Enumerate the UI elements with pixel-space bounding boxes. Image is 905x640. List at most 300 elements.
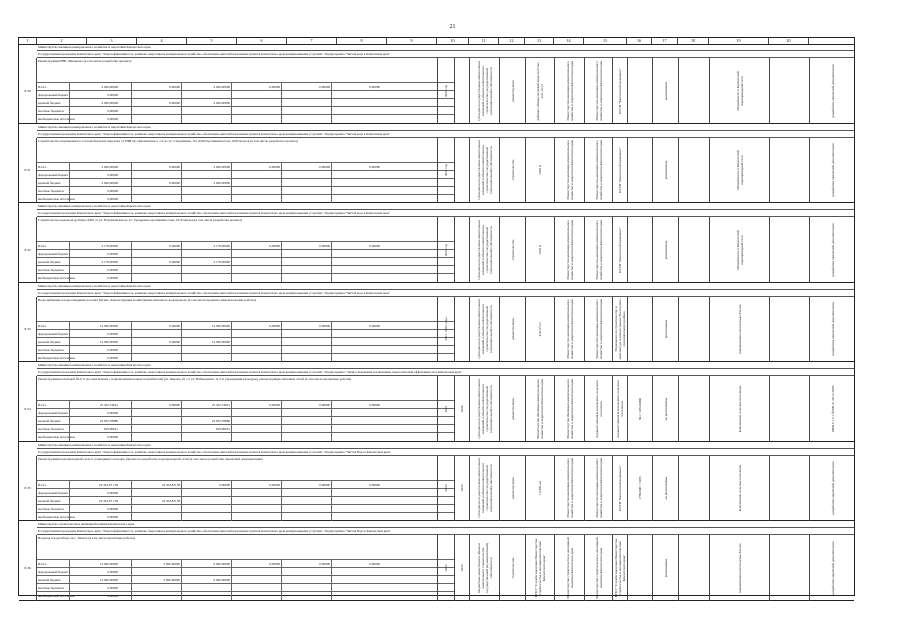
vertical-cell	[809, 138, 856, 204]
vertical-cell	[554, 217, 584, 283]
vertical-cell	[499, 456, 525, 522]
financing-row	[37, 424, 454, 432]
project-code: 8.33	[19, 297, 37, 363]
column-number: 12	[499, 38, 525, 44]
financing-source: внебюджетные источники	[38, 435, 75, 439]
vertical-cell	[499, 138, 525, 204]
vertical-cell	[809, 376, 856, 442]
column-number: 14	[554, 38, 584, 44]
vertical-text: Министерство Жилищно-коммунального хозяйства и энергетики Камчатского края	[565, 378, 574, 439]
vertical-cell	[769, 376, 809, 442]
financing-source: местные бюджеты	[38, 506, 64, 511]
vertical-text: Министерство жилищно-коммунального хозяйства и энергетики Камчатского края	[594, 299, 603, 360]
vertical-cell	[469, 58, 499, 124]
financing-source: федеральный бюджет	[38, 252, 69, 256]
vertical-text: реконструкция	[510, 318, 515, 340]
investment-table	[18, 37, 855, 599]
column-number: 3	[87, 38, 137, 44]
financing-value	[131, 433, 181, 441]
vertical-cell	[584, 297, 612, 363]
financing-value: 0,00000	[69, 489, 119, 497]
project-block	[19, 203, 854, 283]
project-code: 8.31	[19, 138, 37, 204]
vertical-cell	[454, 58, 469, 124]
financing-value: 14 000,00000	[181, 338, 231, 346]
vertical-text: реконструкция	[510, 477, 515, 499]
financing-row	[37, 480, 454, 488]
vertical-cell	[627, 217, 652, 283]
column-number: 1	[19, 38, 37, 44]
financing-value: 0,00000	[69, 592, 119, 600]
vertical-cell	[709, 456, 769, 522]
financing-source: местные бюджеты	[38, 347, 64, 352]
vertical-cell	[612, 535, 627, 601]
vertical-cell	[678, 138, 709, 204]
financing-value: 819,96041	[69, 425, 119, 433]
vertical-text: разработка проектной документации	[831, 461, 835, 515]
vertical-text: 2021 -2022 годы	[444, 317, 448, 341]
financing-value: 0,00000	[281, 401, 331, 409]
financing-value: 0,00000	[131, 322, 181, 330]
financing-value: 0,00000	[281, 83, 331, 91]
vertical-cell	[769, 456, 809, 522]
financing-source: краевой бюджет	[38, 101, 61, 105]
financing-value	[331, 115, 381, 123]
vertical-text: Министерство жилищно-коммунального хозяйства и энергетики Камчатского края	[565, 458, 574, 519]
financing-value: 14 000,00000	[69, 576, 119, 584]
vertical-cell	[499, 535, 525, 601]
financing-value: 5 000,00000	[131, 560, 181, 568]
project-title: Реконструкция ВНС Мильково (в том числе разработка проекта)	[38, 59, 132, 63]
column-number: 8	[337, 38, 387, 44]
financing-row	[37, 583, 454, 591]
vertical-cell	[454, 297, 469, 363]
vertical-cell	[584, 138, 612, 204]
vertical-cell	[769, 297, 809, 363]
column-number: 6	[237, 38, 287, 44]
vertical-text: 12,885 км	[538, 481, 542, 496]
vertical-cell	[454, 376, 469, 442]
financing-value: 0,00000	[69, 409, 119, 417]
financing-row	[37, 488, 454, 496]
vertical-cell	[678, 376, 709, 442]
financing-row	[37, 337, 454, 345]
financing-source: Итого	[38, 244, 47, 248]
ministry-label: Министерство жилищно-коммунального хозяйства и энергетики Камчатского края	[37, 44, 854, 51]
financing-source: Итого	[38, 164, 47, 169]
column-number: 7	[287, 38, 337, 44]
financing-row	[37, 504, 454, 512]
financing-value: 0,00000	[69, 568, 119, 576]
financing-value	[231, 354, 281, 362]
column-number: 2	[37, 38, 87, 44]
vertical-cell	[525, 138, 554, 204]
vertical-cell	[437, 217, 454, 283]
vertical-cell	[437, 138, 454, 204]
financing-value: 0,00000	[331, 322, 381, 330]
financing-value: 5 000,00000	[131, 576, 181, 584]
financing-value: 14 000,00000	[181, 322, 231, 330]
project-block	[19, 442, 854, 522]
program-label: Государственная программа Камчатского края "Энергоэффективность, развитие энергетики и коммунального хозяйства, обеспечение жителей населенных пунктов Камчатского края коммунальными услугами". Подпрограмма "Чистая вода в Камчатском крае"	[37, 131, 854, 138]
vertical-cell	[525, 217, 554, 283]
financing-row	[37, 249, 454, 257]
vertical-cell	[454, 456, 469, 522]
project-title: Водоснабжение и водоотведение поселка Тигиль. Реконструкция хозяйственно-питьевого водопровода (в том числе проектно-изыскательские работы)	[38, 297, 256, 302]
vertical-cell	[769, 535, 809, 601]
financing-value: 0,00000	[69, 187, 119, 195]
program-label: Государственная программа Камчатского края "Энергоэффективность, развитие энергетики и коммунального хозяйства, обеспечение жителей населенных пунктов Камчатского края коммунальными услугами". Подпрограмма "Чистая Вода в Камчатском крае"	[37, 449, 854, 456]
financing-value: 0,00000	[69, 91, 119, 99]
vertical-cell	[652, 456, 678, 522]
financing-value	[281, 433, 331, 441]
financing-value: 3 170,00000	[181, 258, 231, 266]
financing-value: 0,00000	[69, 346, 119, 354]
vertical-text: не реализованы	[663, 476, 668, 500]
vertical-cell	[627, 138, 652, 204]
financing-source: Итого	[38, 403, 47, 407]
financing-source: местные бюджеты	[38, 109, 64, 113]
financing-value: 0,00000	[131, 401, 181, 409]
vertical-cell	[554, 138, 584, 204]
vertical-cell	[437, 535, 454, 601]
financing-value: 23 452,87 156	[69, 497, 119, 505]
vertical-text: нормативная очистка воды Тигиль	[737, 304, 742, 355]
vertical-text: 941 / 108,20000	[638, 397, 642, 420]
financing-row	[37, 408, 454, 416]
vertical-cell	[769, 217, 809, 283]
page-number: 21	[449, 24, 456, 30]
vertical-text: не реализованы	[663, 397, 668, 421]
ministry-label: Министерство жилищно-коммунального хозяйства и энергетики Камчатского края	[37, 203, 854, 210]
vertical-cell	[709, 376, 769, 442]
financing-row	[37, 114, 454, 122]
project-block	[19, 44, 854, 124]
financing-value: 4 000,00000	[181, 83, 231, 91]
financing-value: 0,00000	[231, 322, 281, 330]
vertical-cell	[554, 376, 584, 442]
vertical-cell	[652, 58, 678, 124]
vertical-cell	[627, 58, 652, 124]
financing-value: 3 600,00000	[69, 163, 119, 171]
financing-value: 0,00000	[131, 179, 181, 187]
financing-value: 0,00000	[231, 560, 281, 568]
financing-value: 0,00000	[231, 163, 281, 171]
vertical-text: бюджетные инвестиции в объекты капитального строительства государственной (муниципальной) собственности	[476, 542, 493, 593]
column-number: 11	[469, 38, 499, 44]
vertical-cell	[709, 535, 769, 601]
financing-value	[331, 195, 381, 203]
financing-value	[331, 274, 381, 282]
vertical-text: 1070 м	[538, 244, 542, 255]
vertical-text: 2024	[460, 405, 464, 413]
financing-value: 0,00000	[331, 560, 381, 568]
vertical-text: Министерство строительства и жилищной политики Камчатского края	[594, 537, 603, 599]
program-label: Государственная программа Камчатского края "Энергоэффективность, развитие энергетики и коммунального хозяйства, обеспечение жителей населенных пунктов Камчатского края коммунальными услугами". Подпрограмма "Чистая вода в Камчатском крае"	[37, 290, 854, 297]
financing-value: 14 000,00000	[69, 322, 119, 330]
financing-value: 3 170,00000	[69, 258, 119, 266]
financing-source: федеральный бюджет	[38, 490, 69, 495]
vertical-text: Администрация Ключевского сельского поселения	[594, 379, 603, 438]
program-label: Государственная программа Камчатского края "Энергоэффективность, развитие энергетики и коммунального хозяйства, обеспечение жителей населенных пунктов Камчатского края коммунальными услугами". Подпрограмма "Чистая Вода в Камчатском крае"	[37, 528, 854, 535]
vertical-cell	[499, 297, 525, 363]
vertical-text: реализованы	[663, 240, 668, 259]
vertical-cell	[678, 58, 709, 124]
project-block	[19, 521, 854, 601]
financing-row	[37, 194, 454, 202]
vertical-text: Министерство жилищно-коммунального хозяйства и энергетики Камчатского края	[565, 140, 574, 201]
vertical-cell	[525, 535, 554, 601]
financing-row	[37, 186, 454, 194]
vertical-text: субсидии на осуществление капитальных вложений в объекты капитального строительства государственной (муниципальной) собственности	[476, 140, 493, 201]
financing-value: 25 452,74921	[181, 401, 231, 409]
financing-source: федеральный бюджет	[38, 570, 69, 574]
financing-value: 0,00000	[281, 322, 331, 330]
vertical-cell	[469, 456, 499, 522]
financing-value: 0,00000	[69, 115, 119, 123]
vertical-cell	[809, 456, 856, 522]
financing-source: внебюджетные источники	[38, 196, 75, 201]
vertical-cell	[584, 535, 612, 601]
financing-row	[37, 82, 454, 90]
financing-row	[37, 329, 454, 337]
financing-value: 0,00000	[231, 83, 281, 91]
project-title: Строительство перемычки по Сосновоборному переулку от РЧВ пр. Циолковского, 1/2 до ул. Спортивная, 11а Д300 протяженностью 1050 метров (в том числе разработка проекта)	[38, 138, 298, 143]
vertical-text: 2023	[444, 564, 448, 572]
financing-value: 0,00000	[131, 338, 181, 346]
financing-value: 0,00000	[69, 584, 119, 592]
vertical-cell	[469, 217, 499, 283]
vertical-cell	[627, 535, 652, 601]
vertical-cell	[499, 217, 525, 283]
ministry-label: Министерство жилищно-коммунального хозяйства и энергетики Камчатского края	[37, 362, 854, 369]
vertical-cell	[469, 376, 499, 442]
vertical-text: реализованы	[663, 320, 668, 339]
financing-source: Итого	[38, 482, 47, 487]
vertical-text: 410 м³/сут	[538, 321, 542, 337]
program-label: Государственная программа Камчатского края "Энергоэффективность, развитие энергетики и коммунального хозяйства, обеспечение жителей населенных пунктов Камчатского края коммунальными услугами". Подпрограмма "Энергосбережение и повышение энергетической эффективности в Камчатском крае"	[37, 369, 854, 376]
financing-value: 0,00000	[131, 242, 181, 250]
financing-source: внебюджетные источники	[38, 355, 75, 360]
financing-value: 0,00000	[69, 171, 119, 179]
column-number: 19	[709, 38, 769, 44]
financing-value: 819,96041	[181, 425, 231, 433]
project-title: Строительство водовода-дублёра Д300 от ул. Партизанская до ул. Тундровая, протяжённостью 1070 метров (в том числе разработка проекта)	[38, 218, 243, 222]
project-block	[19, 283, 854, 363]
vertical-cell	[709, 217, 769, 283]
financing-source: краевой бюджет	[38, 578, 61, 582]
vertical-text: Управление по строительству и архитектуре Администрации Тигильского муниципального района	[614, 298, 626, 360]
column-number: 17	[652, 38, 678, 44]
financing-row	[37, 416, 454, 424]
vertical-text: Потребности в Камчатской водопроводной сети	[735, 150, 744, 190]
financing-value: 14 000,00000	[69, 560, 119, 568]
vertical-text: Министерство жилищно-коммунального хозяйства и энергетики Камчатского края	[594, 458, 603, 519]
financing-value: 0,00000	[281, 163, 331, 171]
financing-source: местные бюджеты	[38, 586, 64, 590]
financing-value	[231, 433, 281, 441]
column-number: 15	[584, 38, 627, 44]
vertical-text: Министерство жилищно-коммунального хозяйства и энергетики Камчатского края	[594, 60, 603, 121]
vertical-text: субсидии на осуществление капитальных вложений в объекты капитального строительства государственной (муниципальной) собственности	[476, 60, 493, 121]
vertical-text: Министерство жилищно-коммунального хозяйства и энергетики Камчатского края	[594, 219, 603, 280]
vertical-cell	[678, 217, 709, 283]
financing-value	[281, 274, 331, 282]
ministry-label: Министерство строительства и жилищной политики Камчатского края	[37, 521, 854, 528]
vertical-text: АИП 3.1.5.1 №649 от 30.12.2020	[831, 385, 835, 433]
financing-row	[37, 400, 454, 408]
vertical-text: 2025	[460, 564, 464, 572]
financing-value	[231, 115, 281, 123]
column-number: 13	[525, 38, 554, 44]
vertical-cell	[612, 376, 627, 442]
financing-row	[37, 170, 454, 178]
project-title: Реконструкция котельной №37 в поселке Ключи с подключением новых потребителей (ул. Кирова, 61 с/з ул. Набережная, 11-3 и учреждения культуры), реконструкция тепловых сетей (в том числе проектные работы)	[38, 377, 352, 381]
financing-value: 0,00000	[331, 401, 381, 409]
vertical-cell	[652, 217, 678, 283]
financing-value	[181, 433, 231, 441]
financing-row	[37, 265, 454, 273]
vertical-cell	[437, 58, 454, 124]
financing-value: 3 600,00000	[181, 163, 231, 171]
financing-value: 4 000,00000	[69, 99, 119, 107]
financing-value	[131, 513, 181, 521]
financing-value	[131, 592, 181, 600]
financing-value: 4 000,00000	[69, 83, 119, 91]
financing-row	[37, 575, 454, 583]
financing-value	[181, 592, 231, 600]
financing-value: 0,00000	[331, 83, 381, 91]
vertical-text: субсидии на осуществление капитальных вложений в объекты капитального строительства государственной (муниципальной) собственности	[476, 378, 493, 439]
vertical-text: КГКУ "Служба заказчика Министерства строительства и жилищной политики Камчатского края"	[534, 538, 546, 597]
project-block	[19, 362, 854, 442]
financing-value	[231, 592, 281, 600]
vertical-cell	[525, 58, 554, 124]
vertical-cell	[437, 456, 454, 522]
ministry-label: Министерство жилищно-коммунального хозяйства и энергетики Камчатского края	[37, 442, 854, 449]
vertical-text: 2023	[444, 484, 448, 492]
financing-value: 23 452,87156	[131, 481, 181, 489]
financing-value: 0,00000	[231, 481, 281, 489]
vertical-text: 2021 год	[444, 243, 448, 256]
financing-source: федеральный бюджет	[38, 93, 69, 97]
financing-value: 3 600,00000	[181, 179, 231, 187]
vertical-cell	[612, 456, 627, 522]
financing-value: 0,00000	[131, 99, 181, 107]
vertical-cell	[499, 376, 525, 442]
financing-value: 0,00000	[331, 242, 381, 250]
vertical-text: нормативная очистка воды Тигиль	[737, 542, 742, 593]
financing-row	[37, 591, 454, 599]
vertical-text: 1050 м	[538, 165, 542, 176]
vertical-text: Министерство жилищно-коммунального хозяйства и энергетики Камчатского края	[594, 140, 603, 201]
vertical-text: реализованы	[663, 558, 668, 577]
financing-value	[281, 513, 331, 521]
financing-value	[131, 115, 181, 123]
financing-value: 9 000,00000	[181, 576, 231, 584]
financing-row	[37, 162, 454, 170]
vertical-cell	[554, 297, 584, 363]
vertical-cell	[554, 58, 584, 124]
financing-row	[37, 559, 454, 567]
financing-value: 0,00000	[131, 83, 181, 91]
project-code: 8.36	[19, 535, 37, 601]
financing-value: 3 170,00000	[181, 242, 231, 250]
vertical-cell	[627, 376, 652, 442]
financing-row	[37, 496, 454, 504]
vertical-text: 1789,846 / 7,065	[638, 476, 642, 500]
vertical-text: 2021 год	[444, 84, 448, 97]
vertical-text: КГУП "Камчатский водоканал"	[618, 147, 622, 194]
vertical-cell	[525, 376, 554, 442]
financing-value: 9 000,00000	[181, 560, 231, 568]
vertical-text: разработка проектной документации	[831, 64, 835, 118]
financing-source: местные бюджеты	[38, 427, 64, 431]
financing-source: внебюджетные источники	[38, 276, 75, 280]
vertical-text: строительство	[510, 159, 515, 181]
financing-source: Итого	[38, 85, 47, 89]
column-number: 18	[678, 38, 709, 44]
financing-source: краевой бюджет	[38, 498, 61, 503]
financing-value	[281, 195, 331, 203]
vertical-text: реконструкция	[510, 80, 515, 102]
financing-value: 0,00000	[131, 258, 181, 266]
financing-value: 24 632,78880	[181, 417, 231, 425]
financing-row	[37, 241, 454, 249]
financing-value	[231, 195, 281, 203]
financing-value: 0,00000	[69, 107, 119, 115]
financing-source: внебюджетные источники	[38, 514, 75, 519]
financing-value: 0,00000	[231, 401, 281, 409]
program-label: Государственная программа Камчатского края "Энергоэффективность, развитие энергетики и коммунального хозяйства, обеспечение жителей населенных пунктов Камчатского края коммунальными услугами". Подпрограмма "Чистая вода в Камчатском крае"	[37, 51, 854, 58]
financing-source: краевой бюджет	[38, 419, 61, 423]
financing-source: краевой бюджет	[38, 339, 61, 344]
vertical-cell	[469, 297, 499, 363]
vertical-cell	[809, 58, 856, 124]
financing-value	[181, 115, 231, 123]
financing-value	[331, 592, 381, 600]
vertical-text: Министерство строительства и жилищной политики Камчатского края	[565, 537, 574, 599]
ministry-label: Министерство жилищно-коммунального хозяйства и энергетики Камчатского края	[37, 283, 854, 290]
financing-value	[131, 274, 181, 282]
financing-row	[37, 273, 454, 281]
financing-value: 3 600,00000	[69, 179, 119, 187]
financing-value	[281, 115, 331, 123]
vertical-text: разработка проектной документации	[831, 302, 835, 356]
financing-value	[131, 195, 181, 203]
financing-row	[37, 321, 454, 329]
financing-row	[37, 257, 454, 265]
financing-value: 0,00000	[69, 266, 119, 274]
vertical-cell	[627, 297, 652, 363]
vertical-cell	[627, 456, 652, 522]
financing-value: 0,00000	[281, 560, 331, 568]
financing-row	[37, 106, 454, 114]
project-title: Водовод к водозабору пос. Тигиль (в том числе проектные работы)	[38, 536, 135, 540]
financing-value	[181, 513, 231, 521]
financing-source: Итого	[38, 323, 47, 328]
financing-value: 0,00000	[331, 163, 381, 171]
vertical-cell	[652, 138, 678, 204]
financing-value: 0,00000	[281, 242, 331, 250]
financing-value: 0,00000	[181, 481, 231, 489]
financing-value: 0,00000	[69, 433, 119, 441]
vertical-text: строительство	[510, 557, 515, 579]
vertical-text: Ключевское сельское поселение	[737, 464, 742, 512]
financing-value: 0,00000	[331, 481, 381, 489]
vertical-cell	[678, 456, 709, 522]
vertical-text: Министерство жилищно-коммунального хозяйства и энергетики Камчатского края	[565, 60, 574, 121]
